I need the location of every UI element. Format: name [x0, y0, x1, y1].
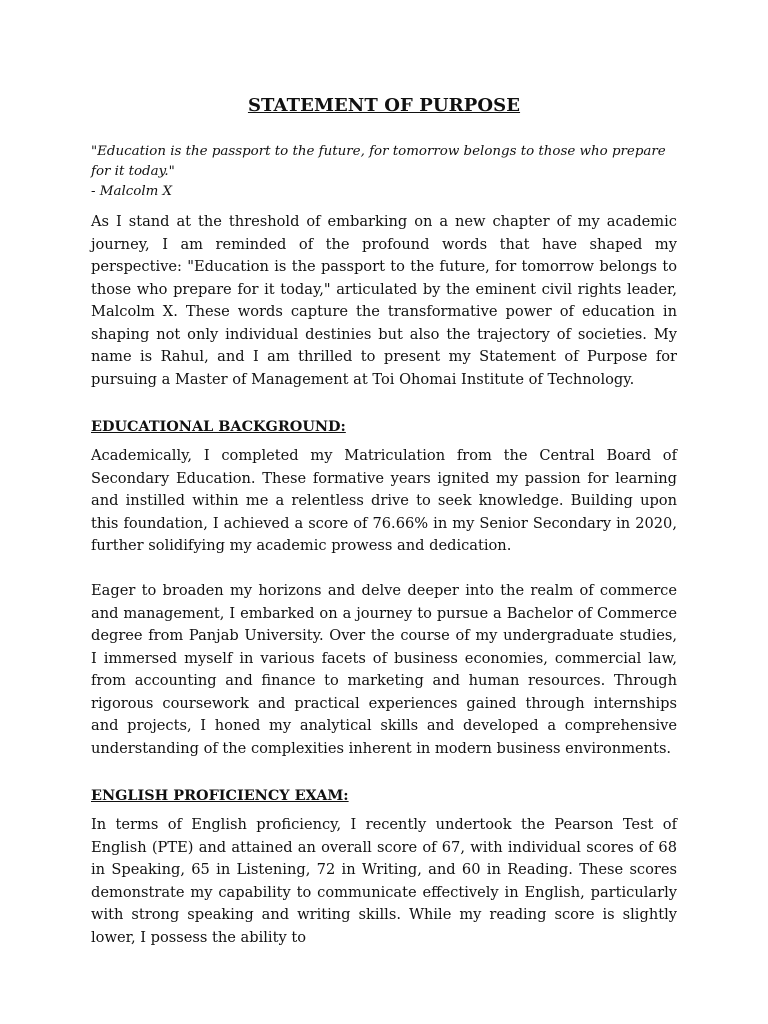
intro-paragraph: As I stand at the threshold of embarking on a new chapter of my academic journey, I am reminded of the profound words that have shaped my perspective: "Education is the passport to the future, for tomorrow belongs to those who prepare for it today," articulated by the eminent civil rights leader, Malcolm X. These words capture the transformative power of education in shaping not only individual destinies but also the trajectory of societies. My name is Rahul, and I am thrilled to present my Statement of Purpose for pursuing a Master of Management at Toi Ohomai Institute of Technology. [91, 213, 677, 388]
education-paragraph-1: Academically, I completed my Matriculation from the Central Board of Secondary Education. These formative years ignited my passion for learning and instilled within me a relentless drive to seek knowledge. Building upon this foundation, I achieved a score of 76.66% in my Senior Secondary in 2020, further solidifying my academic prowess and dedication. [91, 447, 677, 554]
page-title: STATEMENT OF PURPOSE [247, 95, 521, 116]
epigraph-quote [91, 142, 677, 202]
section-heading-english: ENGLISH PROFICIENCY EXAM: [91, 787, 349, 804]
quote-author: - Malcolm X [91, 184, 173, 199]
english-paragraph-1: In terms of English proficiency, I recently undertook the Pearson Test of English (PTE) and attained an overall score of 67, with individual scores of 68 in Speaking, 65 in Listening, 72 in Writing, and 60 in Reading. These scores demonstrate my capability to communicate effectively in English, particularly with strong speaking and writing skills. While my reading score is slightly lower, I possess the ability to [91, 816, 677, 946]
section-heading-education: EDUCATIONAL BACKGROUND: [91, 418, 346, 435]
education-paragraph-2: Eager to broaden my horizons and delve deeper into the realm of commerce and management, I embarked on a journey to pursue a Bachelor of Commerce degree from Panjab University. Over the course of my undergraduate studies, I immersed myself in various facets of business economies, commercial law, from accounting and finance to marketing and human resources. Through rigorous coursework and practical experiences gained through internships and projects, I honed my analytical skills and developed a comprehensive understanding of the complexities inherent in modern business environments. [91, 582, 677, 757]
quote-text: "Education is the passport to the future, for tomorrow belongs to those who prepare for it today." [91, 144, 666, 179]
